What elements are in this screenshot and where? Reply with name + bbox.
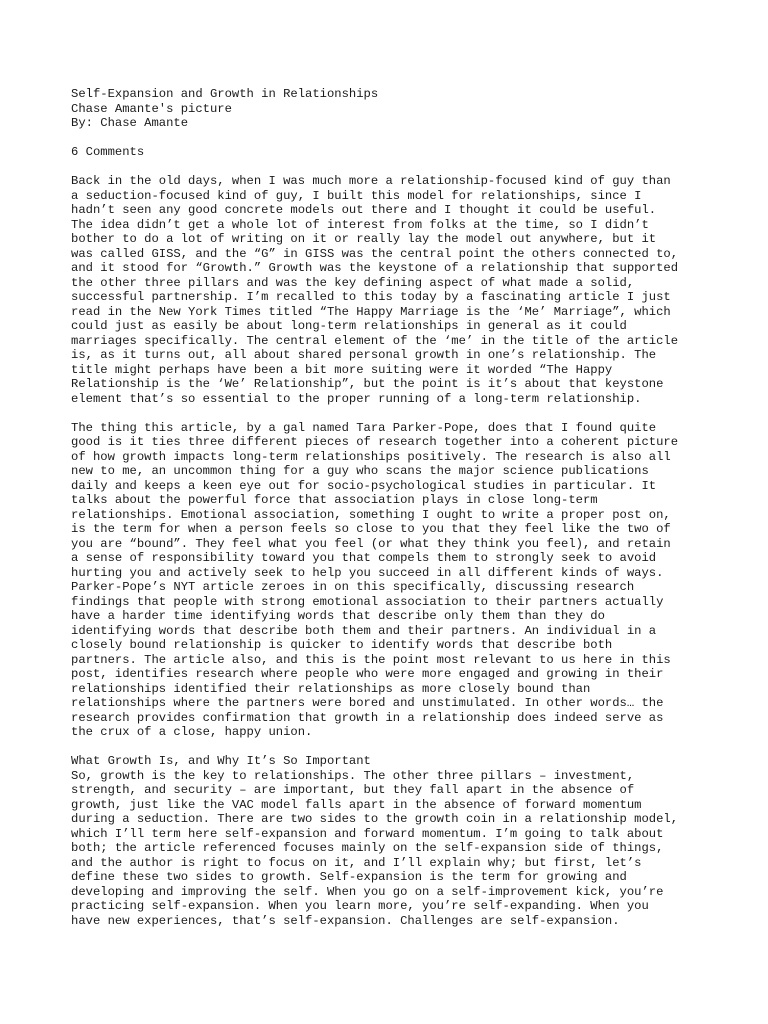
text-line: So, growth is the key to relationships. The other three pillars – investment, [71,768,635,783]
text-line: relationships. Emotional association, something I ought to write a proper post on, [71,507,671,522]
section-heading: What Growth Is, and Why It’s So Important [71,754,371,768]
text-line: research provides confirmation that growth in a relationship does indeed serve as [71,710,664,725]
text-line: and it stood for “Growth.” Growth was the keystone of a relationship that supported [71,261,679,275]
text-line: post, identifies research where people who were more engaged and growing in their [71,667,664,681]
text-line: successful partnership. I’m recalled to this today by a fascinating article I just [71,290,671,304]
text-line: and the author is right to focus on it, and I’ll explain why; but first, let’s [71,855,642,870]
text-line: you are “bound”. They feel what you feel (or what they think you feel), and retain [71,536,671,551]
text-line: talks about the powerful force that association plays in close long-term [71,493,598,507]
text-line: bother to do a lot of writing on it or really lay the model out anywhere, but it [71,232,657,246]
text-line: element that’s so essential to the proper running of a long-term relationship. [71,391,642,406]
text-line: Back in the old days, when I was much more a relationship-focused kind of guy than [71,174,671,188]
spacer [71,740,711,755]
text-line: marriages specifically. The central element of the ‘me’ in the title of the article [71,333,679,348]
text-line: hurting you and actively seek to help you succeed in all different kinds of ways. [71,565,664,580]
text-line: during a seduction. There are two sides to the growth coin in a relationship model, [71,812,679,826]
text-line: closely bound relationship is quicker to identify words that describe both [71,638,613,652]
text-line: the crux of a close, happy union. [71,725,313,739]
paragraph-1 [71,174,711,406]
text-line: which I’ll term here self-expansion and forward momentum. I’m going to talk about [71,826,664,841]
text-line: partners. The article also, and this is the point most relevant to us here in this [71,652,671,667]
comments-count: 6 Comments [71,145,145,159]
text-line: relationships identified their relationships as more closely bound than [71,681,591,696]
document-page [71,87,711,928]
text-line: daily and keeps a keen eye out for socio-psychological studies in particular. It [71,478,657,493]
text-line: have new experiences, that’s self-expansion. Challenges are self-expansion. [71,913,620,928]
text-line: hadn’t seen any good concrete models out there and I thought it could be useful. [71,203,657,217]
text-line: findings that people with strong emotional association to their partners actually [71,594,664,609]
text-line: Relationship is the ‘We’ Relationship”, but the point is it’s about that keystone [71,377,664,391]
text-line: is, as it turns out, all about shared personal growth in one’s relationship. The [71,348,657,362]
text-line: growth, just like the VAC model falls apart in the absence of forward momentum [71,797,642,812]
spacer [71,160,711,175]
byline: By: Chase Amante [71,116,189,130]
text-line: both; the article referenced focuses mainly on the self-expansion side of things, [71,841,664,855]
text-line: was called GISS, and the “G” in GISS was the central point the others connected to, [71,246,679,261]
text-line: a sense of responsibility toward you that compels them to strongly seek to avoid [71,551,657,565]
paragraph-3 [71,769,711,929]
text-line: The thing this article, by a gal named Tara Parker-Pope, does that I found quite [71,420,657,435]
picture-caption: Chase Amante's picture [71,101,232,116]
document-header [71,87,711,160]
text-line: Parker-Pope’s NYT article zeroes in on this specifically, discussing research [71,580,635,594]
text-line: The idea didn’t get a whole lot of interest from folks at the time, so I didn’t [71,217,649,232]
text-line: is the term for when a person feels so close to you that they feel like the two of [71,522,671,536]
text-line: the other three pillars and was the key defining aspect of what made a solid, [71,275,635,290]
text-line: title might perhaps have been a bit more suiting were it worded “The Happy [71,362,613,377]
article-title: Self-Expansion and Growth in Relationships [71,87,379,101]
text-line: read in the New York Times titled “The Happy Marriage is the ‘Me’ Marriage”, which [71,304,671,319]
text-line: new to me, an uncommon thing for a guy who scans the major science publications [71,464,649,478]
text-line: of how growth impacts long-term relationships positively. The research is also all [71,449,671,464]
text-line: relationships where the partners were bored and unstimulated. In other words… the [71,696,664,710]
text-line: good is it ties three different pieces of research together into a coherent picture [71,435,679,449]
text-line: could just as easily be about long-term relationships in general as it could [71,319,627,333]
text-line: identifying words that describe both them and their partners. An individual in a [71,623,657,638]
text-line: a seduction-focused kind of guy, I built this model for relationships, since I [71,188,642,203]
paragraph-2 [71,421,711,740]
spacer [71,131,711,146]
text-line: strength, and security – are important, but they fall apart in the absence of [71,783,635,797]
text-line: practicing self-expansion. When you learn more, you’re self-expanding. When you [71,899,649,913]
text-line: developing and improving the self. When you go on a self-improvement kick, you’re [71,884,664,899]
text-line: have a harder time identifying words that describe only them than they do [71,609,605,623]
text-line: define these two sides to growth. Self-expansion is the term for growing and [71,870,627,884]
spacer [71,406,711,421]
